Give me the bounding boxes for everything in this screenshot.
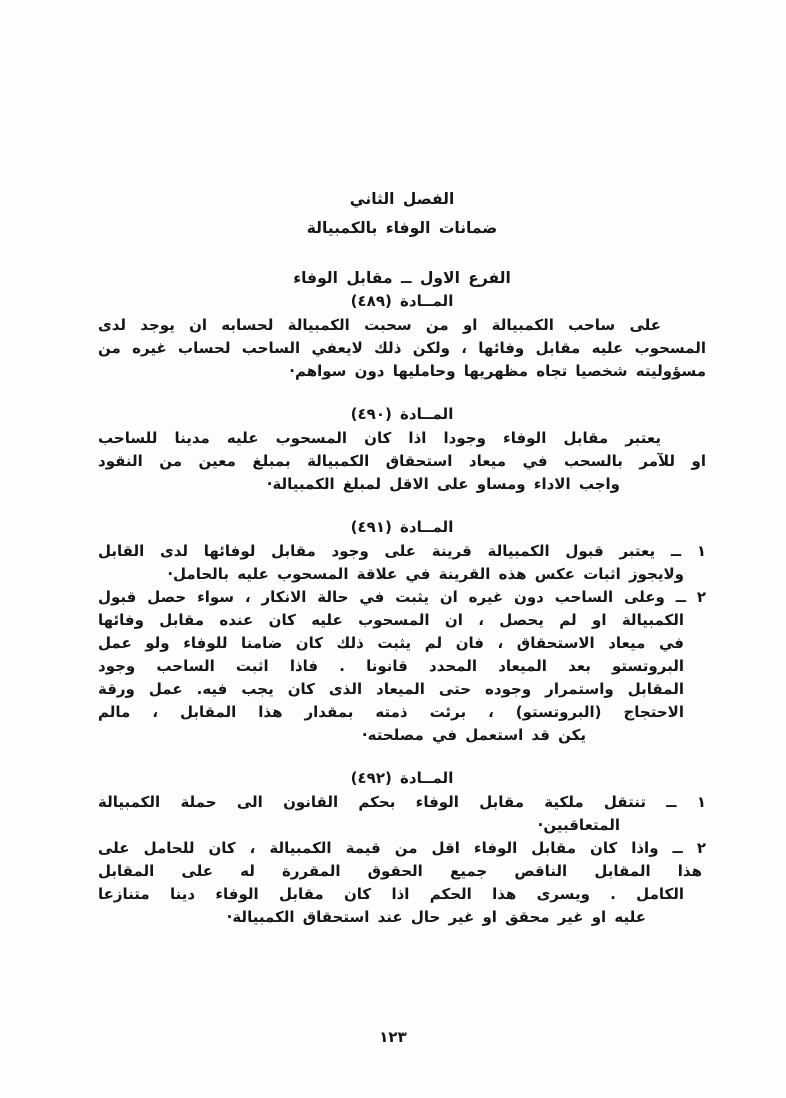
articles-container bbox=[98, 290, 706, 929]
text-line: واجب الاداء ومساو على الاقل لمبلغ الكمبيالة· bbox=[266, 475, 620, 493]
text-line: على ساحب الكمبيالة او من سحبت الكمبيالة لحسابه ان يوجد لدى bbox=[98, 316, 661, 334]
text-line: عليه او غير محقق او غير حال عند استحقاق الكمبيالة· bbox=[226, 908, 646, 926]
text-line: الكمبيالة او لم يحصل ، ان المسحوب عليه كان عنده مقابل وفائها bbox=[98, 611, 684, 629]
text-line: الكامل . ويسرى هذا الحكم اذا كان مقابل الوفاء دينا متنازعا bbox=[98, 885, 684, 903]
text-line: البروتستو بعد الميعاد المحدد قانونا . فاذا اثبت الساحب وجود bbox=[98, 657, 684, 675]
chapter-title: الفصل الثاني bbox=[349, 190, 455, 208]
article bbox=[98, 403, 706, 496]
text-line: في ميعاد الاستحقاق ، فان لم يثبت ذلك كان ضامنا للوفاء ولو عمل bbox=[98, 634, 684, 652]
page-number: ١٢٣ bbox=[379, 1028, 407, 1046]
text-line: يكن قد استعمل في مصلحته· bbox=[361, 726, 586, 744]
text-line: ١ ــ تنتقل ملكية مقابل الوفاء بحكم القانون الى حملة الكمبيالة bbox=[98, 793, 706, 811]
text-column bbox=[98, 188, 706, 929]
article-heading: المــادة (٤٩٠) bbox=[350, 405, 454, 423]
text-line: الاحتجاج (البروتستو) ، برئت ذمته بمقدار هذا المقابل ، مالم bbox=[98, 703, 684, 721]
text-line: المتعاقبين· bbox=[537, 816, 620, 834]
section-heading: الفرع الاول ــ مقابل الوفاء bbox=[293, 269, 511, 287]
text-line: مسؤوليته شخصيا تجاه مظهريها وحامليها دون سواهم· bbox=[289, 362, 706, 380]
article bbox=[98, 290, 706, 383]
text-line: ولايجوز اثبات عكس هذه القرينة في علاقة المسحوب عليه بالحامل· bbox=[167, 565, 684, 583]
text-line: المقابل واستمرار وجوده حتى الميعاد الذى كان يجب فيه. عمل ورقة bbox=[98, 680, 684, 698]
article-heading: المــادة (٤٩٢) bbox=[350, 769, 454, 787]
article bbox=[98, 516, 706, 747]
text-line: ١ ــ يعتبر قبول الكمبيالة قرينة على وجود مقابل لوفائها لدى القابل bbox=[98, 542, 706, 560]
text-line: هذا المقابل الناقص جميع الحقوق المقررة له على المقابل bbox=[98, 862, 702, 880]
text-line: يعتبر مقابل الوفاء وجودا اذا كان المسحوب عليه مدينا للساحب bbox=[98, 429, 661, 447]
text-line: ٢ ــ واذا كان مقابل الوفاء اقل من قيمة الكمبيالة ، كان للحامل على bbox=[98, 839, 706, 857]
article-heading: المــادة (٤٩١) bbox=[350, 518, 454, 536]
text-line: او للآمر بالسحب في ميعاد استحقاق الكمبيالة بمبلغ معين من النقود bbox=[98, 452, 706, 470]
article bbox=[98, 767, 706, 929]
text-line: المسحوب عليه مقابل وفائها ، ولكن ذلك لايعفي الساحب لحساب غيره من bbox=[98, 339, 706, 357]
chapter-subtitle: ضمانات الوفاء بالكمبيالة bbox=[306, 219, 498, 237]
text-line: ٢ ــ وعلى الساحب دون غيره ان يثبت في حالة الانكار ، سواء حصل قبول bbox=[98, 588, 706, 606]
article-heading: المــادة (٤٨٩) bbox=[350, 292, 454, 310]
